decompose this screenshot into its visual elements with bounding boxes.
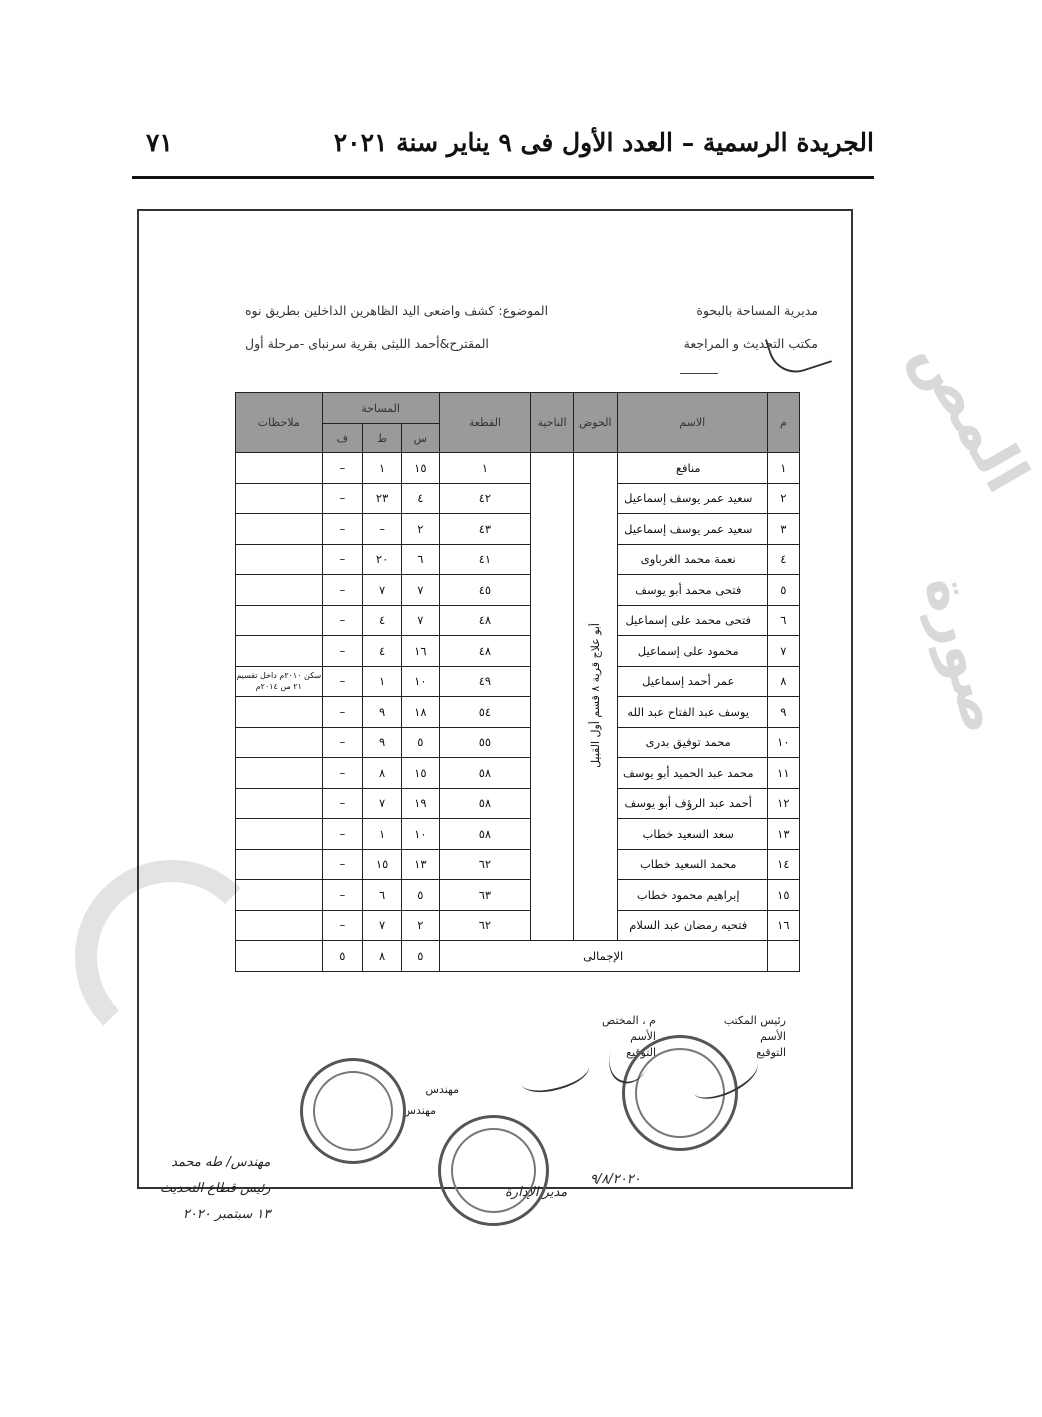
row-num: ٥ <box>767 575 799 606</box>
row-name: يوسف عبد الفتاح عبد الله <box>617 697 767 728</box>
row-hod-merged <box>573 453 617 941</box>
table-row <box>236 758 800 789</box>
sig-eng-signature-label: التوقيع <box>626 1046 656 1059</box>
table-row <box>236 880 800 911</box>
handwritten-line-1: مهندس/ طه محمد <box>171 1155 271 1170</box>
table-row <box>236 697 800 728</box>
row-notes <box>236 697 323 728</box>
handwritten-signature-date: ٩/٨/٢٠٢٠ <box>590 1172 641 1187</box>
row-area-s: ٧ <box>402 575 440 606</box>
table-row <box>236 910 800 941</box>
row-num: ٨ <box>767 666 799 697</box>
row-area-t: ١ <box>363 819 402 850</box>
row-name: محمد السعيد خطاب <box>617 849 767 880</box>
row-notes <box>236 575 323 606</box>
page-number: ٧١ <box>146 128 173 157</box>
col-header-area-t: ط <box>363 424 402 453</box>
row-parcel: ٥٥ <box>439 727 531 758</box>
row-notes <box>236 605 323 636</box>
row-num: ٦ <box>767 605 799 636</box>
row-area-s: ١٦ <box>402 636 440 667</box>
row-area-t: ٨ <box>363 758 402 789</box>
row-name: محمد توفيق بدرى <box>617 727 767 758</box>
table-row <box>236 544 800 575</box>
memo-subject-line2: المقترح&أحمد الليثى بقرية سرنباى -مرحلة أول <box>245 336 489 351</box>
row-area-s: ١٥ <box>402 453 440 484</box>
watermark-text-2: صورة <box>911 567 1019 741</box>
row-area-s: ١٨ <box>402 697 440 728</box>
table-row <box>236 514 800 545</box>
row-area-t: ٩ <box>363 727 402 758</box>
table-row <box>236 636 800 667</box>
table-row <box>236 849 800 880</box>
possessors-table <box>235 392 800 972</box>
row-area-t: ٧ <box>363 788 402 819</box>
row-area-t: ٦ <box>363 880 402 911</box>
row-notes <box>236 849 323 880</box>
row-name: محمود على إسماعيل <box>617 636 767 667</box>
total-notes <box>236 941 323 972</box>
row-parcel: ٤٣ <box>439 514 531 545</box>
row-parcel: ٥٨ <box>439 819 531 850</box>
row-name: فتحى محمد على إسماعيل <box>617 605 767 636</box>
handwritten-signature-block <box>160 1150 270 1228</box>
row-name: سعيد عمر يوسف إسماعيل <box>617 514 767 545</box>
row-area-s: ١٠ <box>402 819 440 850</box>
row-num: ١٥ <box>767 880 799 911</box>
row-area-f: – <box>322 788 363 819</box>
total-t: ٨ <box>363 941 402 972</box>
sig-eng2-title: مهندس <box>425 1083 459 1096</box>
location-label: أبو علاج قرية ٨ قسم أول القبيل <box>588 622 602 768</box>
row-area-s: ١٥ <box>402 758 440 789</box>
row-notes <box>236 514 323 545</box>
row-notes <box>236 819 323 850</box>
row-area-f: – <box>322 575 363 606</box>
row-num: ١٢ <box>767 788 799 819</box>
total-s: ٥ <box>402 941 440 972</box>
gazette-title: الجريدة الرسمية – العدد الأول فى ٩ يناير سنة ٢٠٢١ <box>333 128 874 157</box>
handwritten-signature-mid: مدير الإدارة <box>505 1185 568 1200</box>
row-name: فتحيه رمضان عبد السلام <box>617 910 767 941</box>
row-area-t: ٢٣ <box>363 483 402 514</box>
row-area-f: – <box>322 819 363 850</box>
row-num: ٣ <box>767 514 799 545</box>
row-name: نعمة محمد الغرباوى <box>617 544 767 575</box>
total-row <box>236 941 800 972</box>
col-header-parcel: القطعة <box>439 393 531 453</box>
row-num: ٩ <box>767 697 799 728</box>
row-notes <box>236 636 323 667</box>
row-notes <box>236 880 323 911</box>
row-area-t: ٤ <box>363 605 402 636</box>
row-area-f: – <box>322 514 363 545</box>
col-header-nahia: الناحية <box>531 393 574 453</box>
row-notes <box>236 758 323 789</box>
row-parcel: ١ <box>439 453 531 484</box>
row-area-f: – <box>322 880 363 911</box>
row-area-t: ١ <box>363 453 402 484</box>
row-num: ٤ <box>767 544 799 575</box>
row-area-s: ٤ <box>402 483 440 514</box>
row-area-f: – <box>322 697 363 728</box>
official-seal-2 <box>438 1115 549 1226</box>
table-row <box>236 575 800 606</box>
row-num: ١٤ <box>767 849 799 880</box>
total-f: ٥ <box>322 941 363 972</box>
signature-block-engineer-2 <box>426 1082 459 1098</box>
row-notes <box>236 483 323 514</box>
table-row <box>236 483 800 514</box>
row-area-s: ١٣ <box>402 849 440 880</box>
row-name: أحمد عبد الرؤف أبو يوسف <box>617 788 767 819</box>
row-area-t: – <box>363 514 402 545</box>
row-area-s: ١٠ <box>402 666 440 697</box>
row-area-f: – <box>322 849 363 880</box>
row-parcel: ٦٢ <box>439 849 531 880</box>
col-header-hod: الحوض <box>573 393 617 453</box>
row-area-t: ١ <box>363 666 402 697</box>
col-header-area-s: س <box>402 424 440 453</box>
row-num: ١٦ <box>767 910 799 941</box>
row-area-f: – <box>322 758 363 789</box>
row-parcel: ٥٨ <box>439 788 531 819</box>
row-parcel: ٤٩ <box>439 666 531 697</box>
row-notes <box>236 727 323 758</box>
page-header <box>132 128 874 168</box>
handwritten-line-2: رئيس قطاع التحديث <box>160 1181 271 1196</box>
row-num: ١١ <box>767 758 799 789</box>
row-name: محمد عبد الحميد أبو يوسف <box>617 758 767 789</box>
row-area-s: ٢ <box>402 910 440 941</box>
row-parcel: ٦٣ <box>439 880 531 911</box>
row-parcel: ٤٨ <box>439 636 531 667</box>
row-parcel: ٤٨ <box>439 605 531 636</box>
row-name: عمر أحمد إسماعيل <box>617 666 767 697</box>
row-area-f: – <box>322 666 363 697</box>
row-notes: سكن ٢٠١٠م داخل تقسيم ٢١ من ٢٠١٤م <box>236 666 323 697</box>
official-seal-1 <box>300 1058 406 1164</box>
row-num: ٢ <box>767 483 799 514</box>
row-area-s: ٥ <box>402 880 440 911</box>
row-name: سعد السعيد خطاب <box>617 819 767 850</box>
table-row <box>236 727 800 758</box>
signature-block-chief <box>724 1013 786 1061</box>
row-num: ٧ <box>767 636 799 667</box>
row-nahia-merged <box>531 453 574 941</box>
memo-org-line1: مديرية المساحة بالبحوة <box>696 303 818 318</box>
col-header-name: الاسم <box>617 393 767 453</box>
table-row <box>236 788 800 819</box>
total-label: الإجمالى <box>439 941 767 972</box>
row-name: فتحى محمد أبو يوسف <box>617 575 767 606</box>
row-area-f: – <box>322 910 363 941</box>
row-area-f: – <box>322 453 363 484</box>
row-area-t: ٧ <box>363 910 402 941</box>
table-row <box>236 819 800 850</box>
row-parcel: ٤١ <box>439 544 531 575</box>
row-notes <box>236 544 323 575</box>
table-row <box>236 453 800 484</box>
row-area-s: ٥ <box>402 727 440 758</box>
row-area-s: ٢ <box>402 514 440 545</box>
row-num: ١٣ <box>767 819 799 850</box>
row-name: سعيد عمر يوسف إسماعيل <box>617 483 767 514</box>
row-notes <box>236 788 323 819</box>
row-parcel: ٤٢ <box>439 483 531 514</box>
row-area-t: ٤ <box>363 636 402 667</box>
table-row <box>236 666 800 697</box>
table-row <box>236 605 800 636</box>
row-notes <box>236 910 323 941</box>
sig-chief-name-label: الأسم <box>760 1030 786 1043</box>
header-rule <box>132 176 874 179</box>
handwritten-line-3: ١٣ سبتمبر ٢٠٢٠ <box>182 1207 271 1222</box>
row-area-t: ١٥ <box>363 849 402 880</box>
col-header-area-f: ف <box>322 424 363 453</box>
row-num: ١٠ <box>767 727 799 758</box>
row-area-f: – <box>322 483 363 514</box>
row-area-t: ٩ <box>363 697 402 728</box>
signature-block-engineer-3: مهندس <box>402 1104 436 1117</box>
row-name: إبراهيم محمود خطاب <box>617 880 767 911</box>
col-header-notes: ملاحظات <box>236 393 323 453</box>
row-area-t: ٢٠ <box>363 544 402 575</box>
row-area-f: – <box>322 727 363 758</box>
row-notes <box>236 453 323 484</box>
row-num: ١ <box>767 453 799 484</box>
col-header-area: المساحة <box>322 393 439 424</box>
memo-subject-line1: الموضوع: كشف واضعى اليد الظاهرين الداخلين بطريق نوه <box>245 303 549 318</box>
row-parcel: ٥٤ <box>439 697 531 728</box>
memo-divider <box>680 373 718 374</box>
row-parcel: ٤٥ <box>439 575 531 606</box>
sig-chief-signature-label: التوقيع <box>756 1046 786 1059</box>
sig-chief-title: رئيس المكتب <box>723 1014 786 1027</box>
watermark-text-1: المص <box>898 325 1042 505</box>
row-parcel: ٦٢ <box>439 910 531 941</box>
row-area-f: – <box>322 636 363 667</box>
row-area-t: ٧ <box>363 575 402 606</box>
memo-org-line2: مكتب التحديث و المراجعة <box>683 336 818 351</box>
row-area-s: ١٩ <box>402 788 440 819</box>
row-area-f: – <box>322 605 363 636</box>
sig-eng-title: م ، المختص <box>601 1014 656 1027</box>
row-name: منافع <box>617 453 767 484</box>
row-area-s: ٧ <box>402 605 440 636</box>
row-area-f: – <box>322 544 363 575</box>
col-header-num: م <box>767 393 799 453</box>
sig-eng-name-label: الأسم <box>630 1030 656 1043</box>
row-area-s: ٦ <box>402 544 440 575</box>
row-parcel: ٥٨ <box>439 758 531 789</box>
